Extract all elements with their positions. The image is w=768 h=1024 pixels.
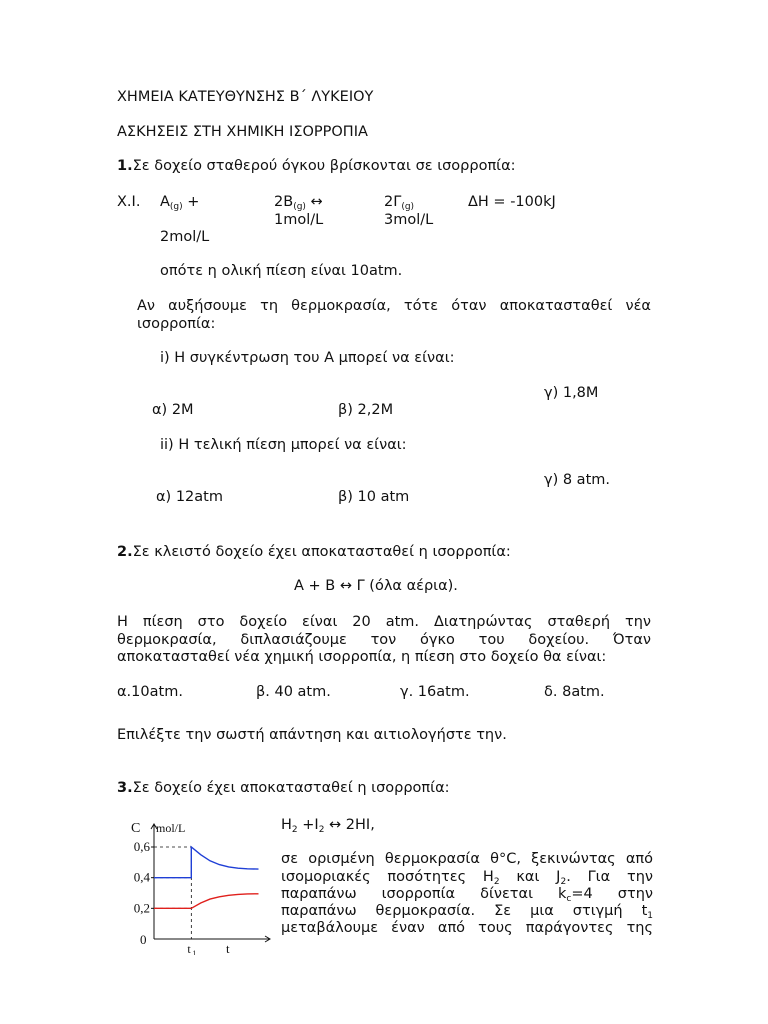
q1-conc-b: 1mol/L [274, 212, 324, 228]
q2-instruction: Επιλέξτε την σωστή απάντηση και αιτιολογήστε την. [117, 727, 507, 743]
q1-reactant-b: $2B_{(g)}$ ↔ [274, 194, 323, 212]
q3-text-line2: ισομοριακές ποσότητες $H_2$ και $J_2$. Για την [281, 869, 653, 887]
concentration-time-chart [126, 815, 276, 955]
q2-option-b: β. 40 atm. [256, 684, 331, 700]
series-red-line [154, 894, 259, 909]
q2-body-line3: αποκατασταθεί νέα χημική ισορροπία, η πίεση στο δοχείο θα είναι: [117, 649, 607, 665]
series-blue-line [154, 847, 259, 878]
q3-text-line3: παραπάνω ισορροπία δίνεται $k_c=4$ στην [281, 886, 653, 904]
q1-sub-ii-option-g: γ) 8 atm. [544, 472, 610, 488]
x-tick-label-t1: t [187, 942, 191, 955]
q1-pressure: οπότε η ολική πίεση είναι 10atm. [160, 263, 403, 279]
y-tick-label: 0,2 [133, 900, 150, 916]
q2-option-d: δ. 8atm. [544, 684, 605, 700]
q3-text-line5: μεταβάλουμε έναν από τους παράγοντες της [281, 920, 653, 936]
q3-text-line4: παραπάνω θερμοκρασία. Σε μια στιγμή $t_1$ [281, 903, 653, 921]
q2-option-g: γ. 16atm. [400, 684, 470, 700]
q1-sub-i-option-a: α) 2M [152, 402, 194, 418]
q3-intro: 3.Σε δοχείο έχει αποκατασταθεί η ισορροπία: [117, 780, 450, 796]
page-title: ΧΗΜΕΙΑ ΚΑΤΕΥΘΥΝΣΗΣ Β΄ ΛΥΚΕΙΟΥ [117, 89, 374, 105]
q2-body-line1: Η πίεση στο δοχείο είναι 20 atm. Διατηρώντας σταθερή την [117, 614, 651, 630]
q1-number: 1. [117, 158, 133, 174]
y-axis-unit: mol/L [156, 821, 186, 835]
x-tick-label-t1-sub: 1 [192, 949, 197, 955]
q1-product-g: $2\Gamma_{(g)}$ [384, 194, 415, 212]
q1-conc-g: 3mol/L [384, 212, 434, 228]
q1-sub-ii: ii) Η τελική πίεση μπορεί να είναι: [160, 437, 407, 453]
q3-number: 3. [117, 780, 133, 796]
q1-xi-label: Χ.Ι. [117, 194, 141, 210]
q1-heat-line1: Αν αυξήσουμε τη θερμοκρασία, τότε όταν αποκατασταθεί νέα [137, 298, 651, 314]
q1-sub-i-option-b: β) 2,2M [338, 402, 394, 418]
y-axis-label: C [131, 821, 141, 836]
q1-intro: 1.Σε δοχείο σταθερού όγκου βρίσκονται σε ισορροπία: [117, 158, 516, 174]
q1-heat-line2: ισορροπία: [137, 316, 216, 332]
y-tick-label: 0,6 [133, 839, 150, 854]
y-tick-label: 0,4 [133, 869, 150, 885]
q1-sub-ii-option-a: α) 12atm [156, 489, 223, 505]
q1-sub-i-option-g: γ) 1,8M [544, 385, 599, 401]
q2-reaction: Α + Β ↔ Γ (όλα αέρια). [294, 578, 458, 594]
q3-reaction: $H_2 +I_2$ ↔ 2HI, [281, 817, 375, 835]
q2-option-a: α.10atm. [117, 684, 183, 700]
q1-sub-i: i) Η συγκέντρωση του Α μπορεί να είναι: [160, 350, 455, 366]
origin-label: 0 [140, 932, 147, 947]
q1-sub-ii-option-b: β) 10 atm [338, 489, 410, 505]
q2-body-line2: θερμοκρασία, διπλασιάζουμε τον όγκο του δοχείου. Όταν [117, 632, 651, 648]
x-axis-label: t [226, 941, 230, 955]
q2-number: 2. [117, 544, 133, 560]
page-subtitle: ΑΣΚΗΣΕΙΣ ΣΤΗ ΧΗΜΙΚΗ ΙΣΟΡΡΟΠΙΑ [117, 124, 368, 140]
q3-text-line1: σε ορισμένη θερμοκρασία θ°C, ξεκινώντας από [281, 851, 653, 867]
q2-intro: 2.Σε κλειστό δοχείο έχει αποκατασταθεί η ισορροπία: [117, 544, 511, 560]
q1-reactant-a: $A_{(g)}$ + [160, 194, 200, 212]
q1-conc-a: 2mol/L [160, 229, 210, 245]
q1-enthalpy: ΔΗ = -100kJ [468, 194, 556, 210]
